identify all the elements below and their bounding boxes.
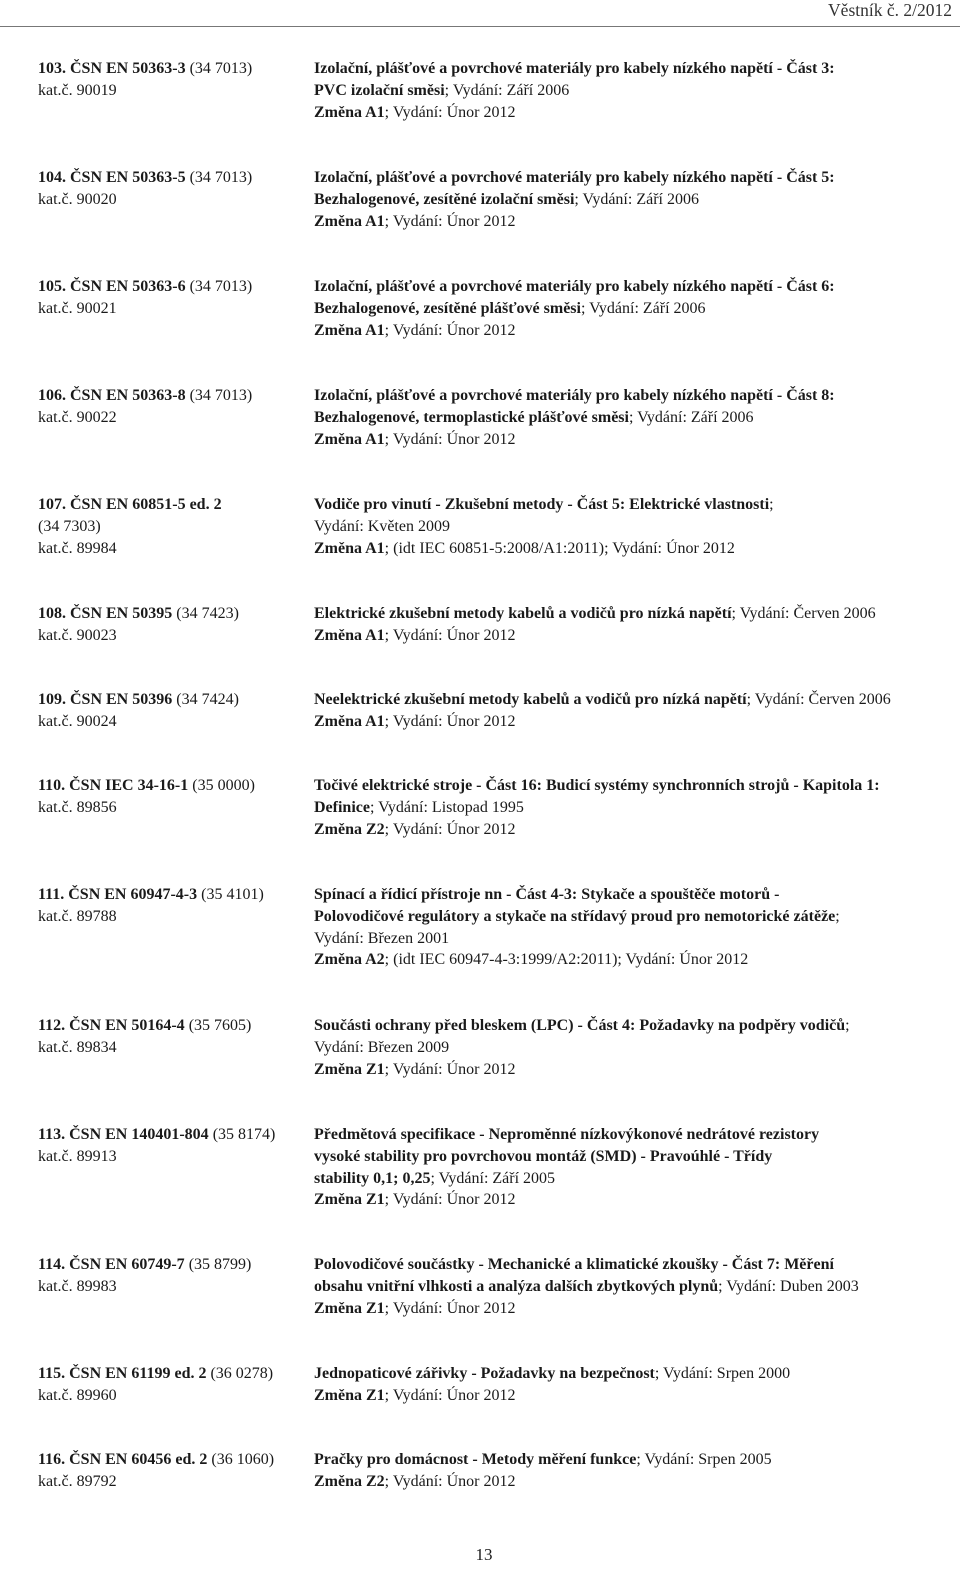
- plain-text: Vydání: Březen 2009: [314, 1038, 450, 1056]
- left-line: [38, 1254, 308, 1276]
- left-line: [38, 1449, 308, 1471]
- standard-designation: [38, 58, 308, 102]
- bold-text: Změna A1: [314, 430, 385, 448]
- plain-text: kat.č. 89788: [38, 907, 117, 925]
- bold-text: Změna Z1: [314, 1191, 385, 1209]
- standard-title: [314, 1449, 954, 1493]
- standard-title: [314, 58, 954, 123]
- plain-text: ;: [769, 496, 774, 513]
- right-line: [314, 1037, 954, 1059]
- plain-text: ; Vydání: Červen 2006: [731, 605, 876, 622]
- plain-text: kat.č. 90022: [38, 408, 117, 426]
- bold-text: Definice: [314, 798, 370, 816]
- left-line: [38, 1037, 308, 1059]
- plain-text: ; Vydání: Únor 2012: [384, 712, 516, 730]
- plain-text: (34 7013): [185, 387, 253, 404]
- standard-designation: [38, 775, 308, 819]
- plain-text: (34 7013): [185, 278, 253, 295]
- right-line: [314, 603, 954, 625]
- plain-text: ; Vydání: Únor 2012: [384, 430, 516, 448]
- right-line: [314, 58, 954, 80]
- plain-text: Vydání: Květen 2009: [314, 517, 450, 535]
- left-line: [38, 1471, 308, 1493]
- left-line: [38, 80, 308, 102]
- bold-text: Izolační, plášťové a povrchové materiály pro kabely nízkého napětí - Část 6:: [314, 278, 835, 295]
- right-line: [314, 429, 954, 451]
- plain-text: ; Vydání: Únor 2012: [384, 1299, 516, 1317]
- plain-text: ;: [835, 907, 840, 925]
- right-line: [314, 1449, 954, 1471]
- right-line: [314, 625, 954, 647]
- right-line: [314, 407, 954, 429]
- left-line: [38, 797, 308, 819]
- left-line: [38, 407, 308, 429]
- standard-designation: [38, 1449, 308, 1493]
- bold-text: Změna A1: [314, 539, 385, 557]
- right-line: [314, 1276, 954, 1298]
- standard-title: [314, 494, 954, 559]
- plain-text: ; Vydání: Září 2005: [430, 1169, 556, 1187]
- plain-text: (35 4101): [197, 886, 264, 903]
- plain-text: ; Vydání: Srpen 2000: [654, 1365, 791, 1382]
- left-line: [38, 58, 308, 80]
- bold-text: vysoké stability pro povrchovou montáž (SMD) - Pravoúhlé - Třídy: [314, 1147, 773, 1165]
- plain-text: ; (idt IEC 60851-5:2008/A1:2011); Vydání: Únor 2012: [384, 539, 735, 557]
- bold-text: Změna A1: [314, 321, 385, 339]
- left-line: [38, 276, 308, 298]
- left-line: [38, 1146, 308, 1168]
- bold-text: Bezhalogenové, zesítěné izolační směsi: [314, 190, 575, 208]
- left-line: [38, 516, 308, 538]
- plain-text: ;: [845, 1017, 850, 1034]
- right-line: [314, 819, 954, 841]
- left-line: [38, 298, 308, 320]
- right-line: [314, 320, 954, 342]
- right-line: [314, 1059, 954, 1081]
- plain-text: (34 7013): [185, 60, 253, 77]
- plain-text: (35 8174): [208, 1126, 276, 1143]
- plain-text: ; Vydání: Únor 2012: [384, 820, 516, 838]
- plain-text: ; Vydání: Září 2006: [444, 81, 570, 99]
- right-line: [314, 711, 954, 733]
- bold-text: Předmětová specifikace - Neproměnné nízkovýkonové nedrátové rezistory: [314, 1126, 820, 1143]
- plain-text: ; Vydání: Únor 2012: [384, 1472, 516, 1490]
- plain-text: (36 0278): [206, 1365, 274, 1382]
- right-line: [314, 949, 954, 971]
- standard-designation: [38, 1254, 308, 1298]
- left-line: [38, 1276, 308, 1298]
- right-line: [314, 189, 954, 211]
- standard-title: [314, 276, 954, 341]
- right-line: [314, 167, 954, 189]
- bold-text: Pračky pro domácnost - Metody měření funkce: [314, 1451, 637, 1468]
- right-line: [314, 1189, 954, 1211]
- bold-text: 108. ČSN EN 50395: [38, 605, 173, 622]
- plain-text: kat.č. 89960: [38, 1386, 117, 1404]
- bold-text: Točivé elektrické stroje - Část 16: Budicí systémy synchronních strojů - Kapitola 1:: [314, 777, 880, 794]
- plain-text: kat.č. 90024: [38, 712, 117, 730]
- standard-title: [314, 603, 954, 647]
- plain-text: (35 0000): [188, 777, 255, 794]
- bold-text: Izolační, plášťové a povrchové materiály pro kabely nízkého napětí - Část 8:: [314, 387, 835, 404]
- bold-text: 115. ČSN EN 61199 ed. 2: [38, 1365, 207, 1382]
- bold-text: obsahu vnitřní vlhkosti a analýza dalších zbytkových plynů: [314, 1277, 719, 1295]
- bold-text: 114. ČSN EN 60749-7: [38, 1256, 185, 1273]
- plain-text: kat.č. 89856: [38, 798, 117, 816]
- left-line: [38, 775, 308, 797]
- standard-title: [314, 385, 954, 450]
- right-line: [314, 906, 954, 928]
- bold-text: Změna A2: [314, 951, 385, 969]
- right-line: [314, 1363, 954, 1385]
- right-line: [314, 884, 954, 906]
- plain-text: ; Vydání: Listopad 1995: [369, 798, 524, 816]
- plain-text: (35 8799): [184, 1256, 252, 1273]
- right-line: [314, 385, 954, 407]
- standard-designation: [38, 385, 308, 429]
- left-line: [38, 189, 308, 211]
- plain-text: kat.č. 89913: [38, 1147, 117, 1165]
- plain-text: (35 7605): [184, 1017, 252, 1034]
- plain-text: ; Vydání: Srpen 2005: [636, 1451, 772, 1468]
- plain-text: kat.č. 90023: [38, 626, 117, 644]
- bold-text: 107. ČSN EN 60851-5 ed. 2: [38, 496, 222, 513]
- plain-text: ; Vydání: Únor 2012: [384, 1386, 516, 1404]
- plain-text: Vydání: Březen 2001: [314, 929, 450, 947]
- bold-text: Změna Z2: [314, 820, 385, 838]
- plain-text: ; Vydání: Únor 2012: [384, 103, 516, 121]
- left-line: [38, 167, 308, 189]
- plain-text: (34 7424): [172, 691, 239, 708]
- bold-text: Izolační, plášťové a povrchové materiály pro kabely nízkého napětí - Část 3:: [314, 60, 835, 77]
- standard-title: [314, 689, 954, 733]
- right-line: [314, 1015, 954, 1037]
- plain-text: kat.č. 89983: [38, 1277, 117, 1295]
- bold-text: Součásti ochrany před bleskem (LPC) - Část 4: Požadavky na podpěry vodičů: [314, 1017, 846, 1034]
- left-line: [38, 1015, 308, 1037]
- plain-text: (34 7303): [38, 517, 101, 535]
- bold-text: 105. ČSN EN 50363-6: [38, 278, 186, 295]
- plain-text: ; (idt IEC 60947-4-3:1999/A2:2011); Vydání: Únor 2012: [384, 951, 749, 969]
- bold-text: Neelektrické zkušební metody kabelů a vodičů pro nízká napětí: [314, 691, 747, 708]
- bold-text: 113. ČSN EN 140401-804: [38, 1126, 209, 1143]
- standard-designation: [38, 1124, 308, 1168]
- bold-text: Vodiče pro vinutí - Zkušební metody - Část 5: Elektrické vlastnosti: [314, 496, 770, 513]
- plain-text: ; Vydání: Únor 2012: [384, 1191, 516, 1209]
- plain-text: ; Vydání: Duben 2003: [718, 1277, 859, 1295]
- bold-text: 103. ČSN EN 50363-3: [38, 60, 186, 77]
- right-line: [314, 1168, 954, 1190]
- plain-text: (34 7423): [172, 605, 239, 622]
- right-line: [314, 516, 954, 538]
- right-line: [314, 1254, 954, 1276]
- plain-text: ; Vydání: Září 2006: [574, 190, 699, 208]
- bold-text: 110. ČSN IEC 34-16-1: [38, 777, 189, 794]
- standard-title: [314, 884, 954, 971]
- standard-designation: [38, 494, 308, 559]
- bold-text: Jednopaticové zářivky - Požadavky na bezpečnost: [314, 1365, 655, 1382]
- plain-text: kat.č. 89984: [38, 539, 117, 557]
- bold-text: Změna Z2: [314, 1472, 385, 1490]
- standard-title: [314, 1254, 954, 1319]
- right-line: [314, 1298, 954, 1320]
- standard-title: [314, 1015, 954, 1080]
- right-line: [314, 102, 954, 124]
- standard-designation: [38, 603, 308, 647]
- bold-text: 112. ČSN EN 50164-4: [38, 1017, 185, 1034]
- right-line: [314, 276, 954, 298]
- plain-text: ; Vydání: Září 2006: [628, 408, 754, 426]
- left-line: [38, 1363, 308, 1385]
- right-line: [314, 1385, 954, 1407]
- plain-text: (34 7013): [185, 169, 253, 186]
- right-line: [314, 494, 954, 516]
- bold-text: Elektrické zkušební metody kabelů a vodičů pro nízká napětí: [314, 605, 732, 622]
- right-line: [314, 211, 954, 233]
- standard-title: [314, 775, 954, 840]
- standard-title: [314, 167, 954, 232]
- left-line: [38, 1385, 308, 1407]
- bold-text: PVC izolační směsi: [314, 81, 445, 99]
- left-line: [38, 385, 308, 407]
- bold-text: 109. ČSN EN 50396: [38, 691, 173, 708]
- plain-text: kat.č. 89792: [38, 1472, 117, 1490]
- left-line: [38, 603, 308, 625]
- bold-text: Změna A1: [314, 103, 385, 121]
- bold-text: Polovodičové regulátory a stykače na střídavý proud pro nemotorické zátěže: [314, 907, 836, 925]
- page-number: 13: [475, 1545, 493, 1564]
- right-line: [314, 797, 954, 819]
- bold-text: Změna Z1: [314, 1386, 385, 1404]
- plain-text: ; Vydání: Září 2006: [580, 299, 706, 317]
- bold-text: Změna A1: [314, 626, 385, 644]
- standard-designation: [38, 1363, 308, 1407]
- left-line: [38, 494, 308, 516]
- bold-text: Změna A1: [314, 712, 385, 730]
- bold-text: 116. ČSN EN 60456 ed. 2: [38, 1451, 208, 1468]
- right-line: [314, 689, 954, 711]
- left-line: [38, 689, 308, 711]
- bold-text: Změna Z1: [314, 1060, 385, 1078]
- left-line: [38, 906, 308, 928]
- plain-text: kat.č. 89834: [38, 1038, 117, 1056]
- right-line: [314, 298, 954, 320]
- bold-text: stability 0,1; 0,25: [314, 1169, 431, 1187]
- right-line: [314, 775, 954, 797]
- standard-title: [314, 1124, 954, 1211]
- right-line: [314, 928, 954, 950]
- standard-title: [314, 1363, 954, 1407]
- standard-designation: [38, 1015, 308, 1059]
- right-line: [314, 1146, 954, 1168]
- standard-designation: [38, 689, 308, 733]
- page-header: [0, 0, 960, 27]
- bold-text: Změna A1: [314, 212, 385, 230]
- plain-text: (36 1060): [207, 1451, 275, 1468]
- bold-text: 104. ČSN EN 50363-5: [38, 169, 186, 186]
- bold-text: Izolační, plášťové a povrchové materiály pro kabely nízkého napětí - Část 5:: [314, 169, 835, 186]
- plain-text: ; Vydání: Červen 2006: [746, 691, 891, 708]
- left-line: [38, 1124, 308, 1146]
- bold-text: Polovodičové součástky - Mechanické a klimatické zkoušky - Část 7: Měření: [314, 1256, 834, 1273]
- bold-text: Spínací a řídicí přístroje nn - Část 4-3: Stykače a spouštěče motorů -: [314, 886, 780, 903]
- right-line: [314, 538, 954, 560]
- right-line: [314, 80, 954, 102]
- left-line: [38, 884, 308, 906]
- right-line: [314, 1471, 954, 1493]
- bold-text: Bezhalogenové, termoplastické plášťové směsi: [314, 408, 629, 426]
- plain-text: kat.č. 90020: [38, 190, 117, 208]
- left-line: [38, 625, 308, 647]
- right-line: [314, 1124, 954, 1146]
- left-line: [38, 538, 308, 560]
- plain-text: ; Vydání: Únor 2012: [384, 626, 516, 644]
- journal-title: Věstník č. 2/2012: [828, 0, 952, 20]
- plain-text: kat.č. 90019: [38, 81, 117, 99]
- left-line: [38, 711, 308, 733]
- bold-text: 106. ČSN EN 50363-8: [38, 387, 186, 404]
- bold-text: 111. ČSN EN 60947-4-3: [38, 886, 198, 903]
- plain-text: ; Vydání: Únor 2012: [384, 1060, 516, 1078]
- bold-text: Bezhalogenové, zesítěné plášťové směsi: [314, 299, 581, 317]
- plain-text: ; Vydání: Únor 2012: [384, 321, 516, 339]
- standard-designation: [38, 884, 308, 928]
- plain-text: kat.č. 90021: [38, 299, 117, 317]
- plain-text: ; Vydání: Únor 2012: [384, 212, 516, 230]
- standard-designation: [38, 276, 308, 320]
- bold-text: Změna Z1: [314, 1299, 385, 1317]
- standard-designation: [38, 167, 308, 211]
